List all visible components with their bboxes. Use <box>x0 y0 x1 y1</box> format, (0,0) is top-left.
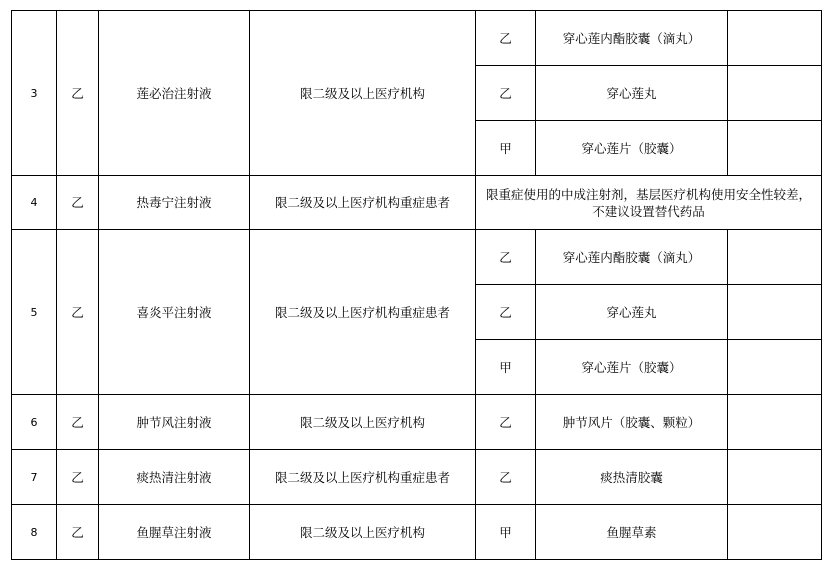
table-row <box>12 11 822 66</box>
substitute-extra <box>728 505 822 560</box>
usage-restriction: 限二级及以上医疗机构重症患者 <box>250 450 476 505</box>
substitute-name: 穿心莲丸 <box>536 66 728 121</box>
insurance-class: 乙 <box>57 11 99 176</box>
substitute-class: 甲 <box>476 121 536 176</box>
insurance-class: 乙 <box>57 450 99 505</box>
substitute-extra <box>728 395 822 450</box>
substitute-name: 穿心莲内酯胶囊（滴丸） <box>536 11 728 66</box>
row-number: 3 <box>12 11 57 176</box>
row-number: 4 <box>12 176 57 230</box>
row-number: 7 <box>12 450 57 505</box>
injection-name: 鱼腥草注射液 <box>99 505 250 560</box>
insurance-class: 乙 <box>57 395 99 450</box>
substitute-extra <box>728 66 822 121</box>
row-number: 6 <box>12 395 57 450</box>
substitute-class: 甲 <box>476 340 536 395</box>
usage-restriction: 限二级及以上医疗机构重症患者 <box>250 230 476 395</box>
substitute-extra <box>728 230 822 285</box>
substitute-name: 痰热清胶囊 <box>536 450 728 505</box>
substitute-extra <box>728 121 822 176</box>
substitute-name: 穿心莲片（胶囊） <box>536 340 728 395</box>
substitute-name: 穿心莲片（胶囊） <box>536 121 728 176</box>
table-row <box>12 505 822 560</box>
substitute-extra <box>728 340 822 395</box>
substitute-name: 肿节风片（胶囊、颗粒） <box>536 395 728 450</box>
table-row <box>12 230 822 285</box>
row-number: 5 <box>12 230 57 395</box>
substitute-class: 乙 <box>476 450 536 505</box>
substitute-name: 穿心莲内酯胶囊（滴丸） <box>536 230 728 285</box>
drug-substitution-table-wrapper <box>11 10 822 560</box>
substitute-class: 乙 <box>476 285 536 340</box>
usage-restriction: 限二级及以上医疗机构重症患者 <box>250 176 476 230</box>
usage-restriction: 限二级及以上医疗机构 <box>250 11 476 176</box>
substitute-extra <box>728 450 822 505</box>
injection-name: 热毒宁注射液 <box>99 176 250 230</box>
insurance-class: 乙 <box>57 505 99 560</box>
injection-name: 肿节风注射液 <box>99 395 250 450</box>
substitute-class: 乙 <box>476 66 536 121</box>
substitute-class: 甲 <box>476 505 536 560</box>
insurance-class: 乙 <box>57 230 99 395</box>
injection-name: 喜炎平注射液 <box>99 230 250 395</box>
injection-name: 莲必治注射液 <box>99 11 250 176</box>
insurance-class: 乙 <box>57 176 99 230</box>
table-row <box>12 450 822 505</box>
substitute-name: 穿心莲丸 <box>536 285 728 340</box>
usage-restriction: 限二级及以上医疗机构 <box>250 505 476 560</box>
substitute-class: 乙 <box>476 230 536 285</box>
substitute-extra <box>728 285 822 340</box>
usage-restriction: 限二级及以上医疗机构 <box>250 395 476 450</box>
table-row <box>12 176 822 230</box>
substitute-name: 鱼腥草素 <box>536 505 728 560</box>
substitution-note: 限重症使用的中成注射剂，基层医疗机构使用安全性较差，不建议设置替代药品 <box>476 176 822 230</box>
row-number: 8 <box>12 505 57 560</box>
injection-name: 痰热清注射液 <box>99 450 250 505</box>
substitute-extra <box>728 11 822 66</box>
drug-substitution-table <box>11 10 822 560</box>
table-row <box>12 395 822 450</box>
substitute-class: 乙 <box>476 395 536 450</box>
substitute-class: 乙 <box>476 11 536 66</box>
